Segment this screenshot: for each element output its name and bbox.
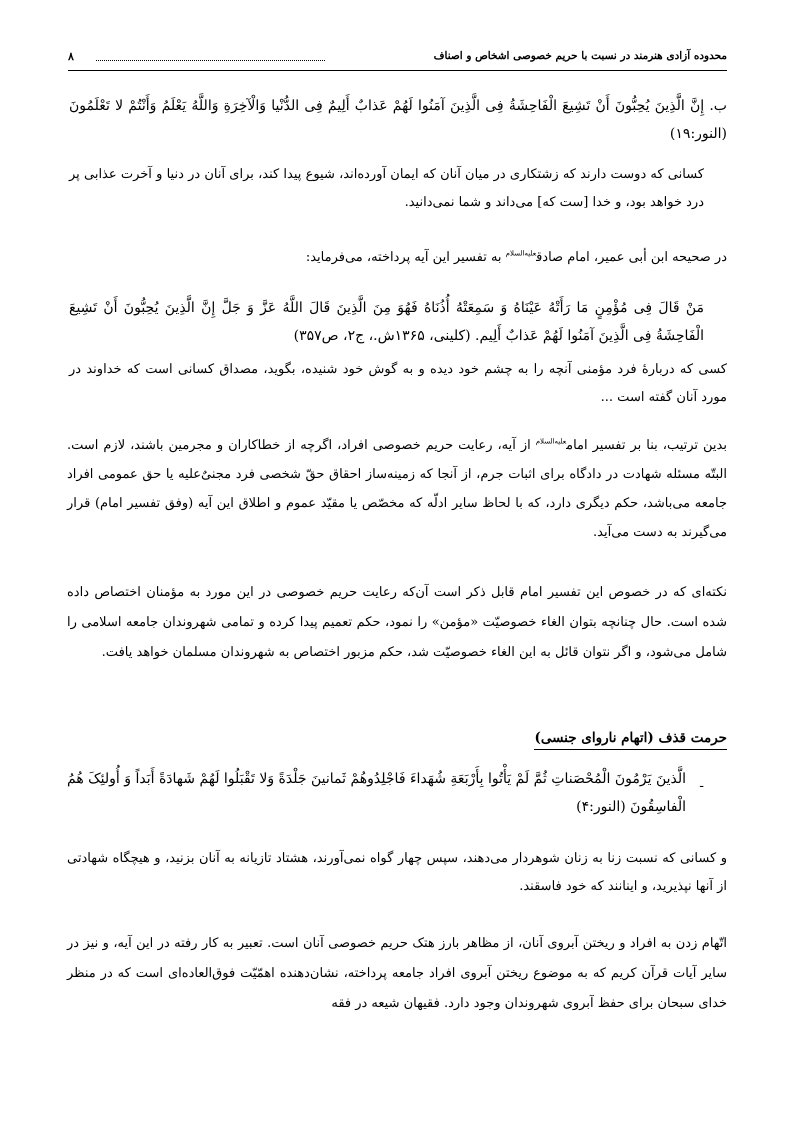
- bullet-dash: -: [699, 778, 704, 794]
- running-header: [68, 50, 727, 70]
- paragraph-reputation: اتّهام زدن به افراد و ریختن آبروی آنان، از مظاهر بارز هتک حریم خصوصی آنان است. تعبیر به کار رفته در این آیه، و نیز در سایر آیات قرآن کریم که به موضوع ریختن آبروی افراد جامعه پرداخته، نشان‌دهنده اهمّیّت فوق‌العاده‌ای است که در منظر خدای سبحان برای حفظ آبروی شهروندان وجود دارد. فقیهان شیعه در فقه: [67, 936, 728, 1011]
- verse-translation: و کسانی که نسبت زنا به زنان شوهردار می‌دهند، سپس چهار گواه نمی‌آورند، هشتاد تازیانه به آنان بزنید، و هیچگاه شهادتی از آنها نپذیرید، و اینانند که خود فاسقند.: [67, 851, 727, 894]
- header-leader-dots: [96, 60, 325, 61]
- honorific: علیه‌السلام: [505, 249, 537, 258]
- intro-text-start: در صحیحه ابن أبی عمیر، امام صادق: [536, 250, 727, 265]
- verse-translation: کسانی که دوست دارند که زشتکاری در میان آنان که ایمان آورده‌اند، شیوع پیدا کند، برای آنان در دنیا و آخرت عذابی پر درد خواهد بود، و خدا [ست که] می‌داند و شما نمی‌دانید.: [69, 167, 704, 210]
- hadith-intro: [67, 244, 727, 272]
- honorific: علیه‌السلام: [535, 437, 567, 446]
- page-number: ۸: [68, 50, 74, 63]
- hadith-text: مَنْ قَالَ فِی مُؤْمِنٍ مَا رَأَتْهُ عَیْنَاهُ وَ سَمِعَتْهُ أُذُنَاهُ فَهُوَ مِنَ الَّذِینَ قَالَ اللَّهُ عَزَّ وَ جَلَّ إِنَّ الَّذِینَ یُحِبُّونَ أَنْ تَشِیعَ الْفَاحِشَةُ فِی الَّذِینَ آمَنُوا لَهُمْ عَذابٌ أَلِیم. (کلینی، ۱۳۶۵ش.، ج۲، ص۳۵۷): [69, 300, 704, 344]
- para1-text-start: بدین ترتیب، بنا بر تفسیر امام: [566, 438, 727, 453]
- quran-verse-nur-4: الَّذینَ یَرْمُونَ الْمُحْصَناتِ ثُمَّ لَمْ یَأْتُوا بِأَرْبَعَةِ شُهَداءَ فَاجْلِدُوهُمْ ثَمانینَ جَلْدَةً وَلا تَقْبَلُوا لَهُمْ شَهادَةً أَبَداً وَ أُولئِکَ هُمُ الْفاسِقُونَ (النور:۴): [67, 771, 686, 815]
- header-rule: [68, 70, 727, 71]
- header-title: محدوده آزادی هنرمند در نسبت با حریم خصوصی اشخاص و اصناف: [433, 50, 727, 62]
- para1-text-end: از آیه، رعایت حریم خصوصی افراد، اگرچه از خطاکاران و مجرمین باشند، لازم است. البتّه مسئله شهادت در دادگاه برای اثبات جرم، از آنجا که زمینه‌ساز احقاق حقّ شخصی فرد مجنیٌ‌علیه یا حق عمومی افراد جامعه می‌باشد، حکم دیگری دارد، که با لحاظ سایر ادلّه که مخصّص یا مقیّد عموم و اطلاق این آیه (وفق تفسیر امام) قرار می‌گیرند به دست می‌آید.: [67, 438, 727, 540]
- paragraph-believers-note: نکته‌ای که در خصوص این تفسیر امام قابل ذکر است آن‌که رعایت حریم خصوصی در این مورد به مؤمنان اختصاص داده شده است. حال چنانچه بتوان الغاء خصوصیّت «مؤمن» را نمود، حکم تعمیم پیدا کرده و تمامی شهروندان جامعه اسلامی را شامل می‌شود، و اگر نتوان قائل به این الغاء خصوصیّت شد، حکم مزبور اختصاص به شهروندان مسلمان خواهد یافت.: [67, 585, 727, 660]
- quran-verse-nur-19: ب. إِنَّ الَّذِینَ یُحِبُّونَ أَنْ تَشِیعَ الْفَاحِشَةُ فِی الَّذِینَ آمَنُوا لَهُمْ عَذابٌ أَلِیمٌ فِی الدُّنْیا وَالْآخِرَةِ وَاللَّهُ یَعْلَمُ وَأَنْتُمْ لا تَعْلَمُونَ (النور:۱۹): [69, 98, 727, 142]
- intro-text-end: به تفسیر این آیه پرداخته، می‌فرماید:: [305, 250, 506, 265]
- hadith-translation: کسی که دربارۀ فرد مؤمنی آنچه را به چشم خود دیده و به گوش خود شنیده، بگوید، مصداق کسانی است که خداوند در مورد آنان گفته است ...: [69, 362, 727, 405]
- paragraph-interpretation: [67, 431, 727, 547]
- section-heading: حرمت قذف (اتهام ناروای جنسی): [534, 728, 727, 750]
